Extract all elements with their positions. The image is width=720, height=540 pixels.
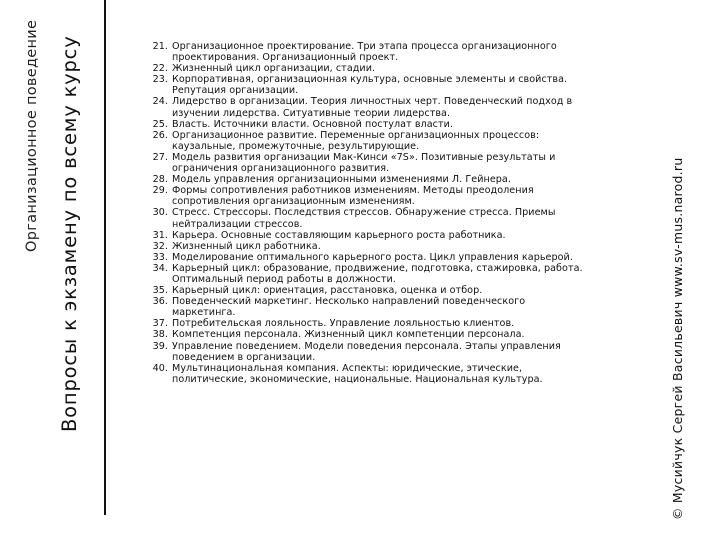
question-text: Стресс. Стрессоры. Последствия стрессов. Обнаружение стресса. Приемы [172, 207, 556, 219]
question-number: 23. [152, 74, 168, 86]
question-number: 28. [152, 174, 168, 186]
question-item-continuation [136, 307, 616, 318]
question-item-continuation [136, 141, 616, 152]
question-number: 31. [152, 229, 168, 241]
question-text: Организационное развитие. Переменные организационных процессов: [172, 129, 540, 141]
question-text: Жизненный цикл работника. [172, 240, 321, 252]
question-number [136, 108, 168, 119]
question-number: 24. [152, 96, 168, 108]
question-text: Жизненный цикл организации, стадии. [172, 63, 376, 75]
question-number [136, 352, 168, 363]
question-text: Поведенческий маркетинг. Несколько направлений поведенческого [172, 296, 526, 308]
question-item [136, 363, 616, 374]
question-item [136, 252, 616, 263]
question-item-continuation [136, 274, 616, 285]
question-item-continuation [136, 52, 616, 63]
question-item-continuation [136, 352, 616, 363]
question-text: нейтрализации стрессов. [172, 218, 303, 230]
question-text: политические, экономические, национальные. Национальная культура. [172, 373, 543, 385]
question-item [136, 241, 616, 252]
question-text: Репутация организации. [172, 85, 299, 97]
question-text: изучении лидерства. Ситуативные теории лидерства. [172, 107, 451, 119]
question-number: 34. [152, 262, 168, 274]
question-item-continuation [136, 85, 616, 96]
question-number: 37. [152, 318, 168, 330]
question-number: 21. [152, 41, 168, 52]
question-number [136, 141, 168, 152]
question-text: Корпоративная, организационная культура, основные элементы и свойства. [172, 74, 568, 86]
question-text: маркетинга. [172, 307, 236, 319]
question-number: 35. [152, 285, 168, 297]
question-text: Модель развития организации Мак-Кинси «7S». Позитивные результаты и [172, 151, 556, 163]
question-item [136, 74, 616, 85]
question-number [136, 374, 168, 385]
question-number: 40. [152, 362, 168, 374]
question-number: 26. [152, 129, 168, 141]
question-item [136, 329, 616, 340]
question-text: Моделирование оптимального карьерного роста. Цикл управления карьерой. [172, 251, 573, 263]
question-text: каузальные, промежуточные, результирующие. [172, 140, 420, 152]
question-number [136, 196, 168, 207]
question-item [136, 263, 616, 274]
question-item [136, 185, 616, 196]
question-number [136, 85, 168, 96]
question-text: Формы сопротивления работников изменениям. Методы преодоления [172, 185, 534, 197]
question-text: Потребительская лояльность. Управление лояльностью клиентов. [172, 318, 515, 330]
question-number [136, 52, 168, 63]
question-item [136, 130, 616, 141]
question-item [136, 341, 616, 352]
question-item [136, 41, 616, 52]
question-item [136, 152, 616, 163]
question-text: Оптимальный период работы в должности. [172, 273, 396, 285]
question-number: 36. [152, 296, 168, 308]
question-text: Карьера. Основные составляющим карьерного роста работника. [172, 229, 506, 241]
question-item [136, 285, 616, 296]
question-text: Карьерный цикл: образование, продвижение, подготовка, стажировка, работа. [172, 262, 583, 274]
question-number [136, 219, 168, 230]
question-item [136, 174, 616, 185]
question-text: сопротивления организационным изменениям. [172, 196, 415, 208]
question-item-continuation [136, 374, 616, 385]
question-text: Управление поведением. Модели поведения персонала. Этапы управления [172, 340, 561, 352]
page-title: Вопросы к экзамену по всему курсу [58, 35, 81, 432]
question-number: 30. [152, 207, 168, 219]
vertical-divider [104, 0, 106, 515]
question-number: 25. [152, 118, 168, 130]
question-item [136, 230, 616, 241]
question-text: Модель управления организационными изменениями Л. Гейнера. [172, 174, 511, 186]
question-text: поведением в организации. [172, 351, 316, 363]
question-list [136, 41, 616, 385]
question-text: Мультинациональная компания. Аспекты: юридические, этические, [172, 362, 523, 374]
question-item-continuation [136, 108, 616, 119]
course-subject-label: Организационное поведение [24, 19, 40, 252]
question-item [136, 119, 616, 130]
question-number [136, 163, 168, 174]
question-number: 39. [152, 340, 168, 352]
question-text: ограничения организационного развития. [172, 163, 390, 175]
question-text: Лидерство в организации. Теория личностных черт. Поведенческий подход в [172, 96, 573, 108]
question-text: Организационное проектирование. Три этапа процесса организационного [172, 41, 557, 52]
question-number [136, 274, 168, 285]
question-number: 29. [152, 185, 168, 197]
question-number: 27. [152, 151, 168, 163]
question-item-continuation [136, 219, 616, 230]
question-item [136, 96, 616, 107]
question-text: Карьерный цикл: ориентация, расстановка, оценка и отбор. [172, 285, 483, 297]
question-number [136, 307, 168, 318]
question-item-continuation [136, 163, 616, 174]
question-number: 32. [152, 240, 168, 252]
copyright-notice: © Мусийчук Сергей Васильевич www.sv-mus.narod.ru [670, 157, 685, 520]
question-item-continuation [136, 196, 616, 207]
question-item [136, 318, 616, 329]
question-number: 38. [152, 329, 168, 341]
question-number: 22. [152, 63, 168, 75]
question-item [136, 63, 616, 74]
question-text: Власть. Источники власти. Основной постулат власти. [172, 118, 453, 130]
question-item [136, 296, 616, 307]
question-text: проектирования. Организационный проект. [172, 52, 399, 64]
question-number: 33. [152, 251, 168, 263]
question-item [136, 207, 616, 218]
question-text: Компетенция персонала. Жизненный цикл компетенции персонала. [172, 329, 525, 341]
